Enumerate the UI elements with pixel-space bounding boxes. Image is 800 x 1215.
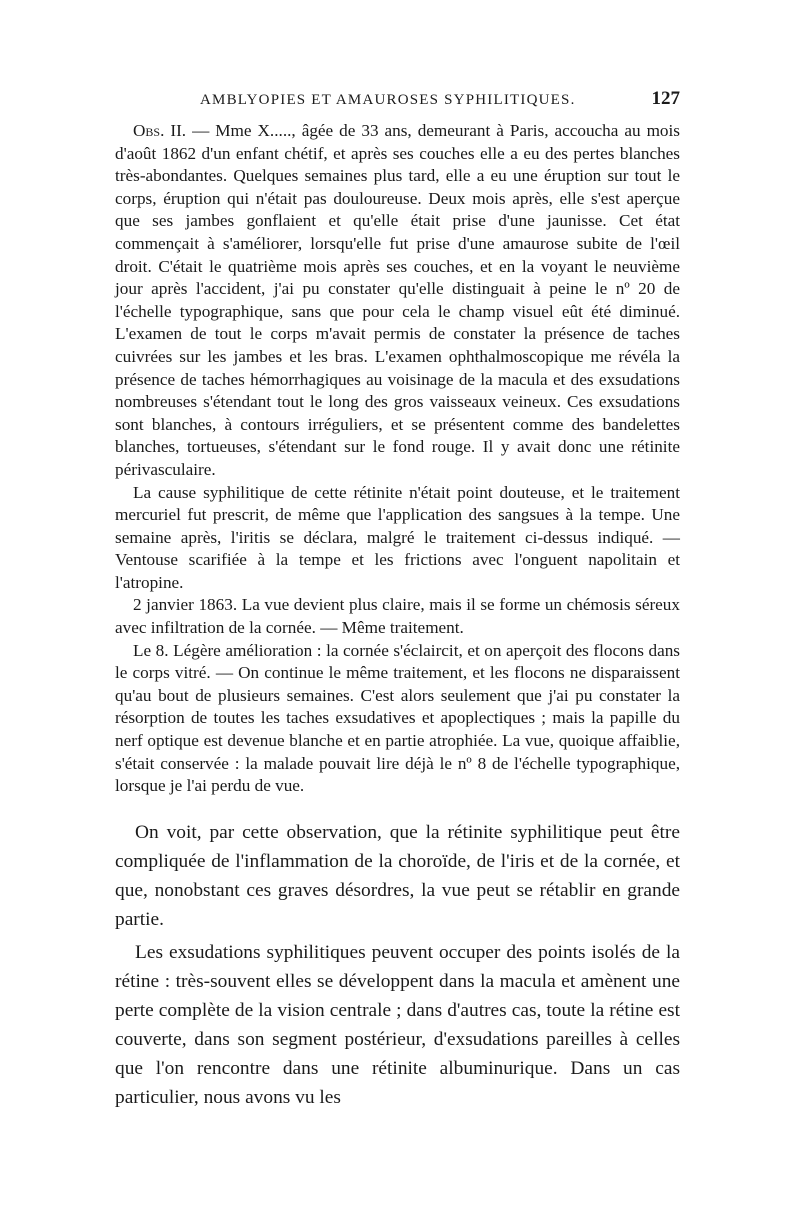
observation-block	[115, 120, 680, 798]
observation-label: Obs. II.	[133, 121, 187, 140]
running-title: AMBLYOPIES ET AMAUROSES SYPHILITIQUES.	[200, 92, 576, 108]
page-number: 127	[651, 88, 680, 109]
body-text	[115, 818, 680, 1112]
observation-paragraph: Le 8. Légère amélioration : la cornée s'éclaircit, et on aperçoit des flocons dans le corps vitré. — On continue le même traitement, et les flocons ne disparaissent qu'au bout de plusieurs semaines. C'est alors seulement que j'ai pu constater la résorption de toutes les taches exsudatives et apoplectiques ; mais la papille du nerf optique est devenue blanche et en partie atrophiée. La vue, quoique affaiblie, s'était conservée : la malade pouvait lire déjà le nº 8 de l'échelle typographique, lorsque je l'ai perdu de vue.	[115, 640, 680, 796]
observation-paragraph: La cause syphilitique de cette rétinite n'était point douteuse, et le traitement mercuriel fut prescrit, de même que l'application des sangsues à la tempe. Une semaine après, l'iritis se déclara, malgré le traitement ci-dessus indiqué. — Ventouse scarifiée à la tempe et les frictions avec l'onguent napolitain et l'atropine.	[115, 482, 680, 592]
body-paragraph: On voit, par cette observation, que la rétinite syphilitique peut être compliquée de l'inflammation de la choroïde, de l'iris et de la cornée, et que, nonobstant ces graves désordres, la vue peut se rétablir en grande partie.	[115, 821, 680, 930]
observation-text: — Mme X....., âgée de 33 ans, demeurant à Paris, accoucha au mois d'août 1862 d'un enfant chétif, et après ses couches elle a eu des pertes blanches très-abondantes. Quelques semaines plus tard, elle a eu une éruption sur tout le corps, éruption qui n'était pas douloureuse. Deux mois après, elle s'est aperçue que ses jambes gonflaient et qu'elle était prise d'une jaunisse. Cet état commençait à s'améliorer, lorsqu'elle fut prise d'une amaurose subite de l'œil droit. C'était le quatrième mois après ses couches, et en la voyant le neuvième jour après l'accident, j'ai pu constater qu'elle distinguait à peine le nº 20 de l'échelle typographique, sans que pour cela le champ visuel eût été diminué. L'examen de tout le corps m'avait permis de constater la présence de taches cuivrées sur les jambes et les bras. L'examen ophthalmoscopique me révéla la présence de taches hémorrhagiques au voisinage de la macula et des exsudations nombreuses s'étendant tout le long des gros vaisseaux veineux. Ces exsudations sont blanches, à contours irréguliers, et se présentent comme des bandelettes blanches, tortueuses, s'étendant sur le fond rouge. Il y avait donc une rétinite périvasculaire.	[115, 121, 680, 479]
body-paragraph: Les exsudations syphilitiques peuvent occuper des points isolés de la rétine : très-souvent elles se développent dans la macula et amènent une perte complète de la vision centrale ; dans d'autres cas, toute la rétine est couverte, dans son segment postérieur, d'exsudations pareilles à celles que l'on rencontre dans une rétinite albuminurique. Dans un cas particulier, nous avons vu les	[115, 941, 680, 1108]
observation-paragraph	[115, 120, 680, 482]
running-header	[115, 88, 680, 110]
observation-paragraph: 2 janvier 1863. La vue devient plus claire, mais il se forme un chémosis séreux avec infiltration de la cornée. — Même traitement.	[115, 595, 680, 638]
